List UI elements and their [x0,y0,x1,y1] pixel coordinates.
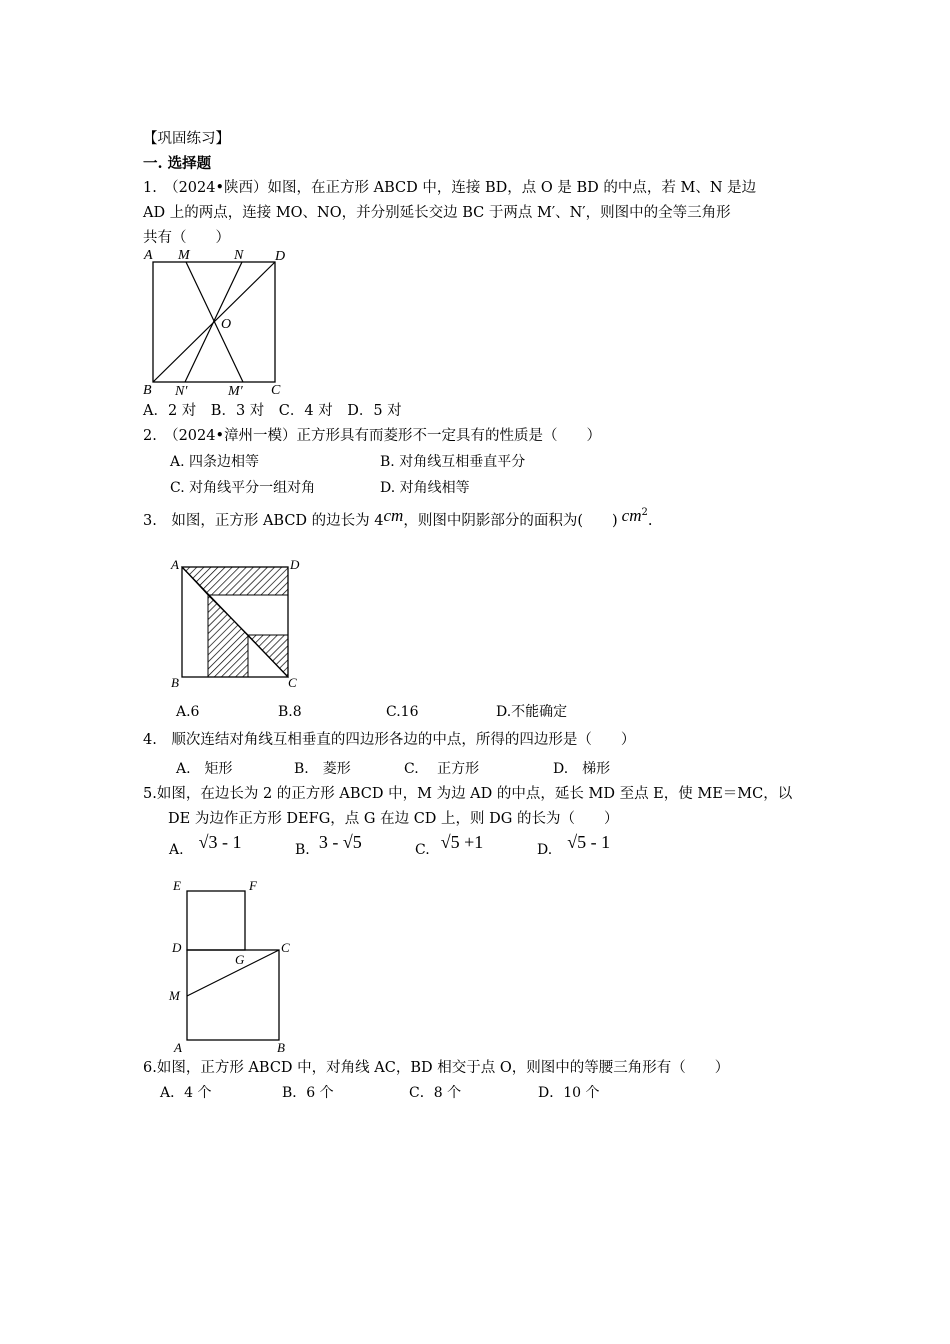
q1-label-a: A [144,248,153,263]
q2-option-d: D. 对角线相等 [380,480,470,496]
q1-label-b: B [143,383,152,398]
q3-label-c: C [288,675,297,690]
q5-option-a-label: A. [169,842,184,858]
q1-label-n: N [234,248,244,263]
q1-line-mm [186,262,243,382]
q2-option-b: B. 对角线互相垂直平分 [380,454,526,470]
part-title: 一. 选择题 [143,155,212,172]
q5-option-d-expr: √5 - 1 [567,832,611,852]
q1-options: A．2 对 B．3 对 C．4 对 D．5 对 [143,403,402,419]
q5-option-b-label: B. [295,842,310,858]
q4-option-c: C. 正方形 [404,761,480,777]
q3-unit-sup: 2 [641,507,648,518]
q3-option-b: B.8 [278,704,302,720]
q5-label-b: B [277,1040,285,1055]
q5-option-c-label: C. [415,842,430,858]
q6-option-c: C．8 个 [409,1085,462,1101]
q2-option-a: A. 四条边相等 [170,454,260,470]
q1-line1: 1. （2024•陕西）如图，在正方形 ABCD 中，连接 BD，点 O 是 BD 的中点，若 M、N 是边 [143,180,757,196]
q5-option-d [537,832,611,859]
q5-label-d: D [172,940,182,955]
q1-label-o: O [221,317,232,332]
q4-option-d: D. 梯形 [553,761,611,777]
q3-option-a: A.6 [176,704,200,720]
section-title: 【巩固练习】 [143,131,230,147]
q3-shade-left [208,595,248,677]
q5-line1: 5.如图，在边长为 2 的正方形 ABCD 中，M 为边 AD 的中点，延长 MD 至点 E，使 ME＝MC，以 [143,786,793,802]
q2-stem: 2. （2024•漳州一模）正方形具有而菱形不一定具有的性质是（ ） [143,428,602,444]
q5-option-c [415,832,484,859]
q3-label-b: B [171,675,179,690]
q1-line2: AD 上的两点，连接 MO、NO，并分别延长交边 BC 于两点 M′、N′，则图中的全等三角形 [143,205,731,221]
q5-label-a: A [174,1040,182,1055]
q3-label-d: D [290,557,300,572]
q5-label-c: C [281,940,290,955]
q4-stem: 4. 顺次连结对角线互相垂直的四边形各边的中点，所得的四边形是（ ） [143,732,636,748]
q3-shade-top [182,567,288,595]
q3-stem-a: 3. 如图，正方形 ABCD 的边长为 4 [143,512,384,529]
q1-line-nn [185,262,242,382]
q5-line2: DE 为边作正方形 DEFG，点 G 在边 CD 上，则 DG 的长为（ ） [168,811,619,827]
q5-option-b-expr: 3 - √5 [318,832,362,852]
q5-option-a [169,832,242,859]
q1-label-m2: M′ [228,384,243,399]
q3-unit-1: cm [383,505,404,525]
q1-figure [140,244,300,400]
q3-label-a: A [171,557,179,572]
q5-square-defg [187,891,245,950]
q5-label-m: M [169,988,180,1003]
q6-stem: 6.如图，正方形 ABCD 中，对角线 AC，BD 相交于点 O，则图中的等腰三角形有（ ） [143,1060,730,1076]
q6-option-d: D．10 个 [538,1085,600,1101]
q3-period: . [647,512,653,529]
q5-square-abcd [187,950,279,1040]
q1-label-n2: N′ [175,384,188,399]
q1-line3: 共有（ ） [143,230,230,246]
q3-unit-2: cm [621,505,642,525]
q5-label-e: E [173,878,181,893]
q5-option-b [295,832,362,859]
q3-option-c: C.16 [386,704,419,720]
q3-figure [168,553,308,691]
q6-option-a: A．4 个 [160,1085,212,1101]
q3-option-d: D.不能确定 [496,704,568,720]
q5-option-d-label: D. [537,842,553,858]
q3-stem [143,506,652,532]
q5-label-f: F [249,878,257,893]
q5-option-a-expr: √3 - 1 [198,832,242,852]
q4-option-b: B. 菱形 [294,761,351,777]
q6-option-b: B．6 个 [282,1085,334,1101]
q3-stem-b: ，则图中阴影部分的面积为( ) [403,512,618,529]
q1-label-m: M [178,248,190,263]
q2-option-c: C. 对角线平分一组对角 [170,480,316,496]
q5-line-mc [187,950,279,996]
q1-label-c: C [271,383,281,398]
q5-figure [165,874,300,1058]
q5-option-c-expr: √5 +1 [440,832,484,852]
q5-label-g: G [235,952,245,967]
q4-option-a: A. 矩形 [176,761,233,777]
q1-label-d: D [275,249,286,264]
